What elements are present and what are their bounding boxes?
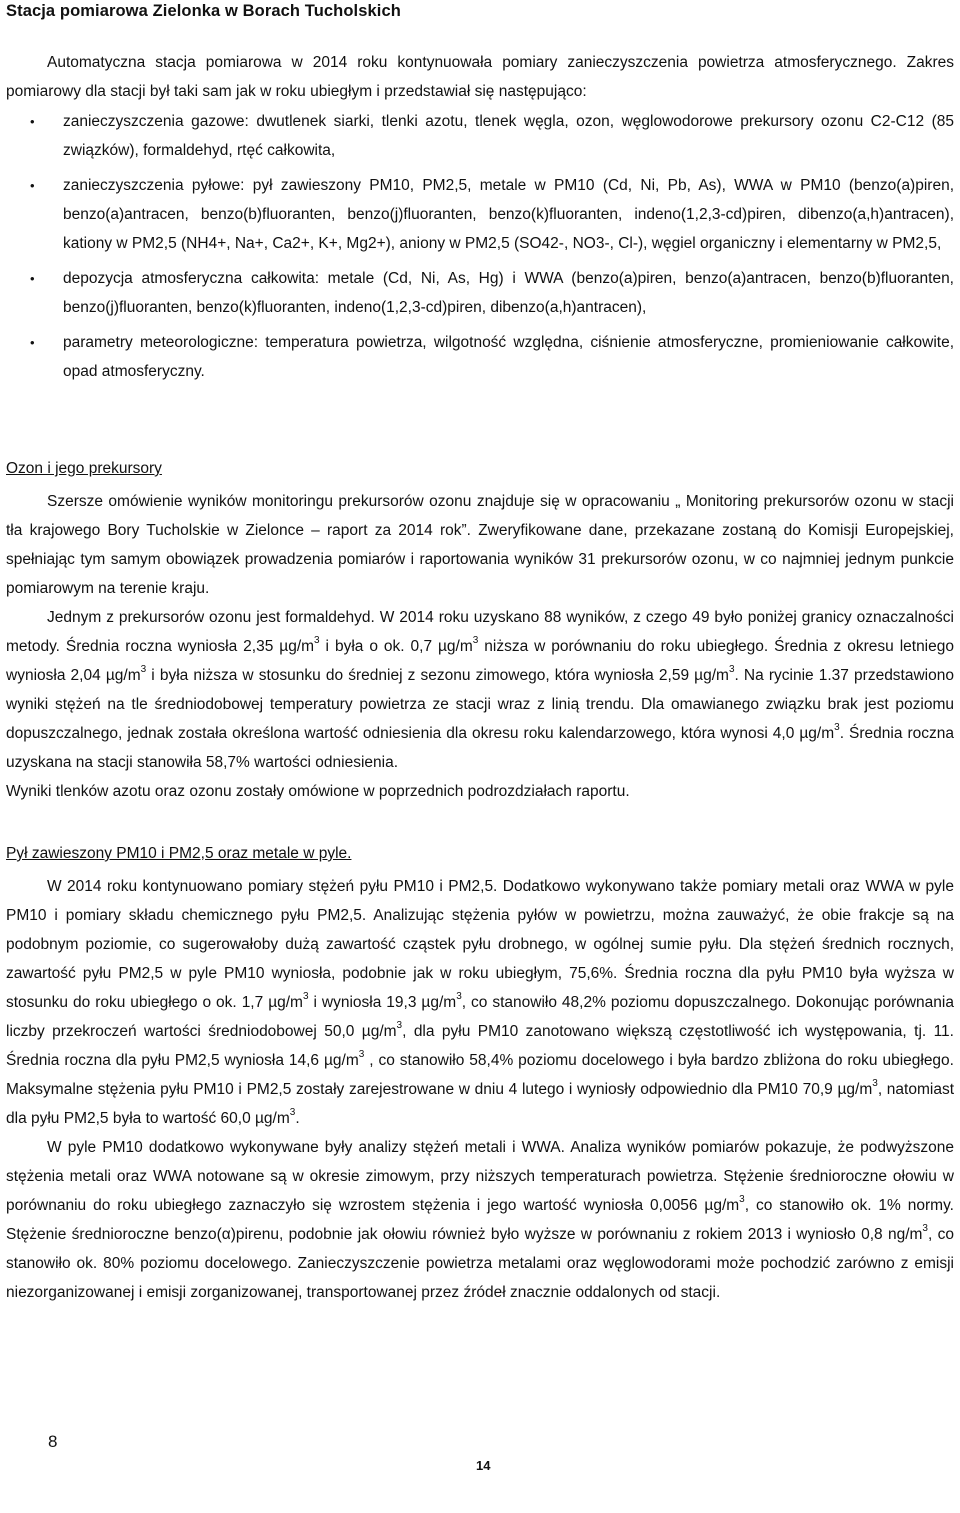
bullet-icon: • [30,178,35,193]
bullet-icon: • [30,114,35,129]
page-title: Stacja pomiarowa Zielonka w Borach Tucholskich [6,2,401,20]
list-item-text: zanieczyszczenia pyłowe: pył zawieszony PM10, PM2,5, metale w PM10 (Cd, Ni, Pb, As), WWA w PM10 (benzo(a)piren, benzo(a)antracen, benzo(b)fluoranten, benzo(j)fluoranten, benzo(k)fluoranten, indeno(1,2,3-cd)piren, dibenzo(a,h)antracen), kationy w PM2,5 (NH4+, Na+, Ca2+, K+, Mg2+), aniony w PM2,5 (SO42-, NO3-, Cl-), węgiel organiczny i elementarny w PM2,5, [63,177,954,252]
list-item [6,107,954,165]
dust-heading: Pył zawieszony PM10 i PM2,5 oraz metale w pyle. [6,845,352,862]
list-item-text: parametry meteorologiczne: temperatura powietrza, wilgotność względna, ciśnienie atmosferyczne, promieniowanie całkowite, opad atmosferyczny. [63,334,954,380]
ozone-heading: Ozon i jego prekursory [6,460,162,477]
ozone-paragraph-2: Jednym z prekursorów ozonu jest formaldehyd. W 2014 roku uzyskano 88 wyników, z czego 49 było poniżej granicy oznaczalności metody. Średnia roczna wyniosła 2,35 $\mu g/m^3$ i była o ok. 0,7 $\mu g/m^3$ niższa w porównaniu do roku ubiegłego. Średnia z okresu letniego wyniosła 2,04 $\mu g/m^3$ i była niższa w stosunku do średniej z sezonu zimowego, która wyniosła 2,59 $\mu g/m^3$. Na rycinie 1.37 przedstawiono wyniki stężeń na tle średniodobowej temperatury powietrza ze stacji wraz z linią trendu. Dla omawianego związku brak jest poziomu dopuszczalnego, jednak została określona wartość odniesienia dla okresu roku kalendarzowego, która wynosi 4,0 $\mu g/m^3$. Średnia roczna uzyskana na stacji stanowiła 58,7% wartości odniesienia. [6,609,954,771]
bullet-icon: • [30,271,35,286]
intro-paragraph: Automatyczna stacja pomiarowa w 2014 roku kontynuowała pomiary zanieczyszczenia powietrza atmosferycznego. Zakres pomiarowy dla stacji był taki sam jak w roku ubiegłym i przedstawiał się następująco: [6,54,954,100]
measurement-scope-list [6,107,954,392]
list-item [6,328,954,386]
ozone-paragraph-1: Szersze omówienie wyników monitoringu prekursorów ozonu znajduje się w opracowaniu „ Monitoring prekursorów ozonu w stacji tła krajowego Bory Tucholskie w Zielonce – raport za 2014 rok”. Zweryfikowane dane, przekazane zostaną do Komisji Europejskiej, spełniając tym samym obowiązek prowadzenia pomiarów i raportowania wyników 31 prekursorów ozonu, w co najmniej jednym punkcie pomiarowym na terenie kraju. [6,493,954,597]
dust-paragraph-1: W 2014 roku kontynuowano pomiary stężeń pyłu PM10 i PM2,5. Dodatkowo wykonywano także pomiary metali oraz WWA w pyle PM10 i pomiary składu chemicznego pyłu PM2,5. Analizując stężenia pyłów w powietrzu, można zauważyć, że obie frakcje są na podobnym poziomie, co sugerowałoby dużą zawartość cząstek pyłu drobnego, w ogólnej sumie pyłu. Dla stężeń średnich rocznych, zawartość pyłu PM2,5 w pyle PM10 wyniosła, podobnie jak w roku ubiegłym, 75,6%. Średnia roczna dla pyłu PM10 była wyższa w stosunku do roku ubiegłego o ok. 1,7 $\mu g/m^3$ i wyniosła 19,3 $\mu g/m^3$, co stanowiło 48,2% poziomu dopuszczalnego. Dokonując porównania liczby przekroczeń wartości średniodobowej 50,0 $\mu g/m^3$, dla pyłu PM10 zanotowano większą częstotliwość ich występowania, tj. 11. Średnia roczna dla pyłu PM2,5 wyniosła 14,6 $\mu g/m^3$ , co stanowiło 58,4% poziomu docelowego i była bardzo zbliżona do roku ubiegłego. Maksymalne stężenia pyłu PM10 i PM2,5 zostały zarejestrowane w dniu 4 lutego i wyniosły odpowiednio dla PM10 70,9 $\mu g/m^3$, natomiast dla pyłu PM2,5 była to wartość 60,0 $\mu g/m^3$. [6,878,955,1127]
list-item [6,171,954,258]
bullet-icon: • [30,335,35,350]
page-number-left: 8 [48,1432,58,1451]
list-item-text: depozycja atmosferyczna całkowita: metale (Cd, Ni, As, Hg) i WWA (benzo(a)piren, benzo(a)antracen, benzo(b)fluoranten, benzo(j)fluoranten, benzo(k)fluoranten, indeno(1,2,3-cd)piren, dibenzo(a,h)antracen), [63,270,954,316]
list-item-text: zanieczyszczenia gazowe: dwutlenek siarki, tlenki azotu, tlenek węgla, ozon, węglowodorowe prekursory ozonu C2-C12 (85 związków), formaldehyd, rtęć całkowita, [63,113,954,159]
ozone-section [6,458,954,806]
list-item [6,264,954,322]
dust-section [6,843,954,1307]
dust-paragraph-2: W pyle PM10 dodatkowo wykonywane były analizy stężeń metali i WWA. Analiza wyników pomiarów pokazuje, że podwyższone stężenia metali oraz WWA notowane są w okresie zimowym, przy niższych temperaturach powietrza. Stężenie średnioroczne ołowiu w porównaniu do roku ubiegłego zaznaczyło się wzrostem stężenia i jego wartość wyniosła 0,0056 $\mu g/m^3$, co stanowiło ok. 1% normy. Stężenie średnioroczne benzo(α)pirenu, podobnie jak ołowiu również było wyższe w porównaniu z rokiem 2013 i wyniosło 0,8 $ng/m^3$, co stanowiło ok. 80% poziomu docelowego. Zanieczyszczenie powietrza metalami oraz węglowodorami może pochodzić zarówno z emisji niezorganizowanej i emisji zorganizowanej, transportowanej przez źródeł znacznie oddalonych od stacji. [6,1139,954,1301]
ozone-paragraph-3: Wyniki tlenków azotu oraz ozonu zostały omówione w poprzednich podrozdziałach raportu. [6,783,630,800]
page-number-footer: 14 [476,1458,491,1473]
